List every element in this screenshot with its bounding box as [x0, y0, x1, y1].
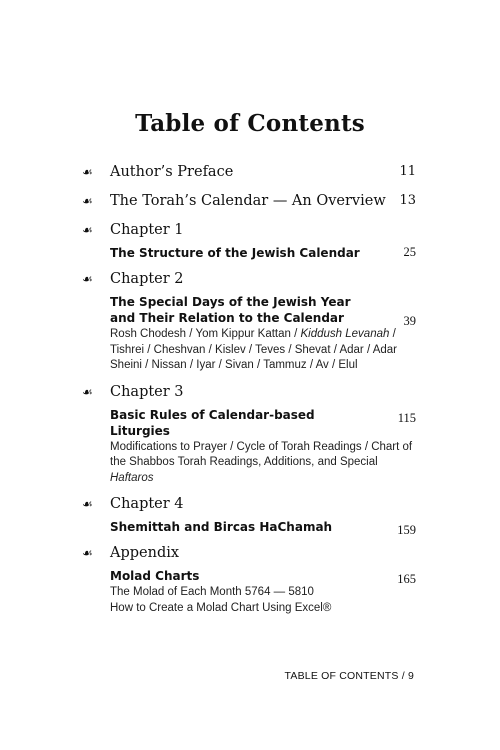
subsection-title: Basic Rules of Calendar-based Liturgies: [110, 407, 315, 438]
subsection-page-number: 115: [397, 410, 416, 425]
subsection-page-number: 39: [403, 314, 416, 328]
entry-heading: Appendix: [110, 545, 180, 561]
fleuron-ornament-icon: ☙: [82, 384, 93, 399]
subsection-title: The Structure of the Jewish Calendar: [110, 246, 360, 260]
entry-heading: Chapter 4: [110, 496, 184, 512]
subsection-page-number: 165: [397, 572, 416, 586]
entry-heading: Chapter 1: [110, 222, 184, 238]
running-footer: TABLE OF CONTENTS / 9: [284, 670, 414, 682]
subsection-title: Shemittah and Bircas HaChamah: [110, 520, 333, 534]
subsection-description: Rosh Chodesh / Yom Kippur Kattan / Kiddush Levanah / Tishrei / Cheshvan / Kislev / Teves / Shevat / Adar / Adar Sheini / Nissan / Iyar / Sivan / Tammuz / Av / Elul: [110, 328, 398, 371]
toc-entry-chapter-2: [82, 268, 416, 374]
subsection-title: Molad Charts: [110, 569, 200, 583]
entry-page-number: 11: [399, 164, 416, 179]
page-title: Table of Contents: [135, 110, 365, 137]
subsection-page-number: 159: [397, 523, 416, 537]
toc-entry-chapter-4: [82, 493, 416, 535]
toc-entry-appendix: [82, 542, 416, 616]
entry-heading: The Torah’s Calendar — An Overview: [110, 193, 386, 209]
fleuron-ornament-icon: ☙: [82, 546, 93, 560]
toc-entry-overview: [82, 190, 416, 212]
appendix-line: The Molad of Each Month 5764 — 5810: [110, 586, 314, 598]
appendix-line: How to Create a Molad Chart Using Excel®: [110, 601, 332, 614]
entry-page-number: 13: [399, 193, 416, 208]
toc-entry-chapter-1: [82, 219, 416, 261]
entry-heading: Author’s Preface: [110, 164, 234, 180]
subsection-description: Modifications to Prayer / Cycle of Torah Readings / Chart of the Shabbos Torah Readings, Additions, and Special Haftaros: [110, 440, 413, 484]
table-of-contents: [82, 161, 416, 623]
subsection-title-line-1: The Special Days of the Jewish Year: [110, 295, 351, 309]
entry-heading: Chapter 3: [110, 383, 184, 400]
fleuron-ornament-icon: ☙: [82, 272, 93, 286]
fleuron-ornament-icon: ☙: [82, 223, 93, 237]
fleuron-ornament-icon: ☙: [82, 497, 93, 511]
entry-heading: Chapter 2: [110, 271, 184, 287]
fleuron-ornament-icon: ☙: [82, 165, 93, 179]
subsection-page-number: 25: [403, 245, 416, 259]
subsection-title-line-2: and Their Relation to the Calendar: [110, 311, 344, 325]
toc-entry-chapter-3: [82, 381, 416, 487]
toc-entry-preface: [82, 161, 416, 183]
fleuron-ornament-icon: ☙: [82, 194, 93, 208]
